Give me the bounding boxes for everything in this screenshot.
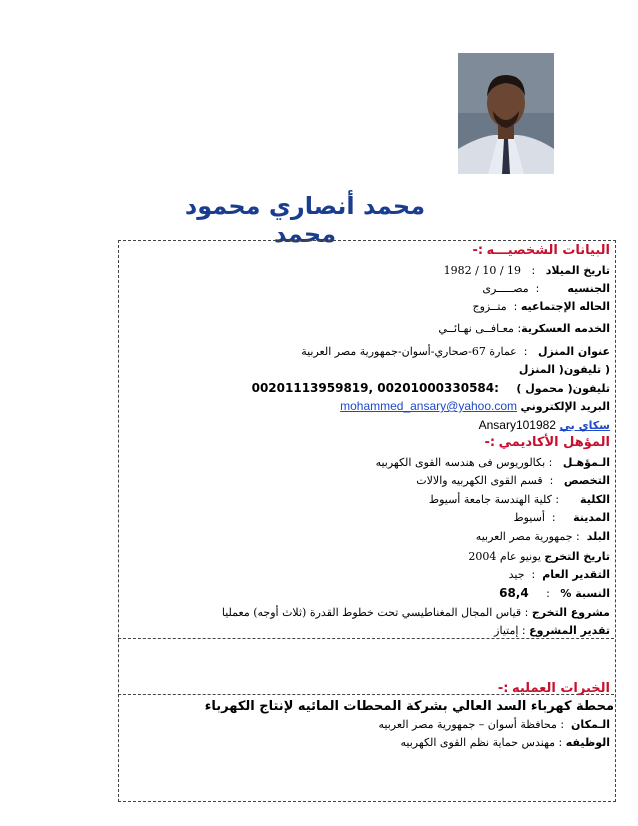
general-grade-row: التقدير العام : جيد xyxy=(508,568,610,581)
birth-date-row: تاريخ الميلاد : 1982 / 10 / 19 xyxy=(443,264,610,277)
project-grade-row: تقدير المشروع : إمتياز xyxy=(494,624,610,637)
graduation-project-row: مشروع التخرج : قياس المجال المغناطيسي تحت خطوط القدرة (ثلاث أوجه) معمليا xyxy=(221,606,610,619)
location-row: الـمكان : محافظة أسوان – جمهورية مصر العربيه xyxy=(378,718,610,731)
degree-row: الـمؤهـل : بكالوريوس فى هندسه القوى الكهربيه xyxy=(375,456,610,469)
personal-section-heading: البيانات الشخصيـــه :- xyxy=(472,243,610,258)
email-link[interactable]: mohammed_ansary@yahoo.com xyxy=(340,399,518,413)
home-phone-row: ( تليفون( المنزل xyxy=(518,363,610,376)
major-row: التخصص : قسم القوى الكهربيه والالات xyxy=(416,474,610,487)
city-row: المدينة : أسيوط xyxy=(513,511,610,524)
graduation-date-row: تاريخ التخرج يونيو عام 2004 xyxy=(468,550,610,563)
country-row: البلد : جمهورية مصر العربيه xyxy=(475,530,610,543)
profile-photo xyxy=(458,53,554,174)
percentage-row: النسبة % : 68,4 xyxy=(499,586,610,600)
skype-link[interactable]: سكاي بي xyxy=(559,419,610,432)
address-row: عنوان المنزل : عمارة 67-صحاري-أسوان-جمهورية مصر العربية xyxy=(301,345,610,358)
job-title-row: الوظيفه : مهندس حماية نظم القوى الكهربيه xyxy=(400,736,610,749)
experience-section-heading: الخبرات العمليه :- xyxy=(497,681,610,696)
marital-status-row: الحاله الإجتماعيه : متــزوج xyxy=(472,300,610,313)
email-row: البريد الإلكتروني mohammed_ansary@yahoo.com xyxy=(340,399,610,413)
divider xyxy=(118,638,614,639)
company-row: محطة كهرباء السد العالي بشركة المحطات المائيه لإنتاج الكهرباء xyxy=(204,699,614,714)
faculty-row: الكلية : كلية الهندسة جامعة أسيوط xyxy=(428,493,610,506)
full-name: محمد أنصاري محمود محمد xyxy=(184,192,426,248)
mobile-row: تليفون( محمول ) 00201113959819, 00201000330584: xyxy=(251,381,610,395)
nationality-row: الجنسيه : مصـــــرى xyxy=(482,282,610,295)
military-service-row: الخدمه العسكرية: معـافــى نهـائــي xyxy=(438,322,610,335)
academic-section-heading: المؤهل الأكاديمي :- xyxy=(484,435,610,450)
skype-row: سكاي بي Ansary101982 xyxy=(478,418,610,432)
